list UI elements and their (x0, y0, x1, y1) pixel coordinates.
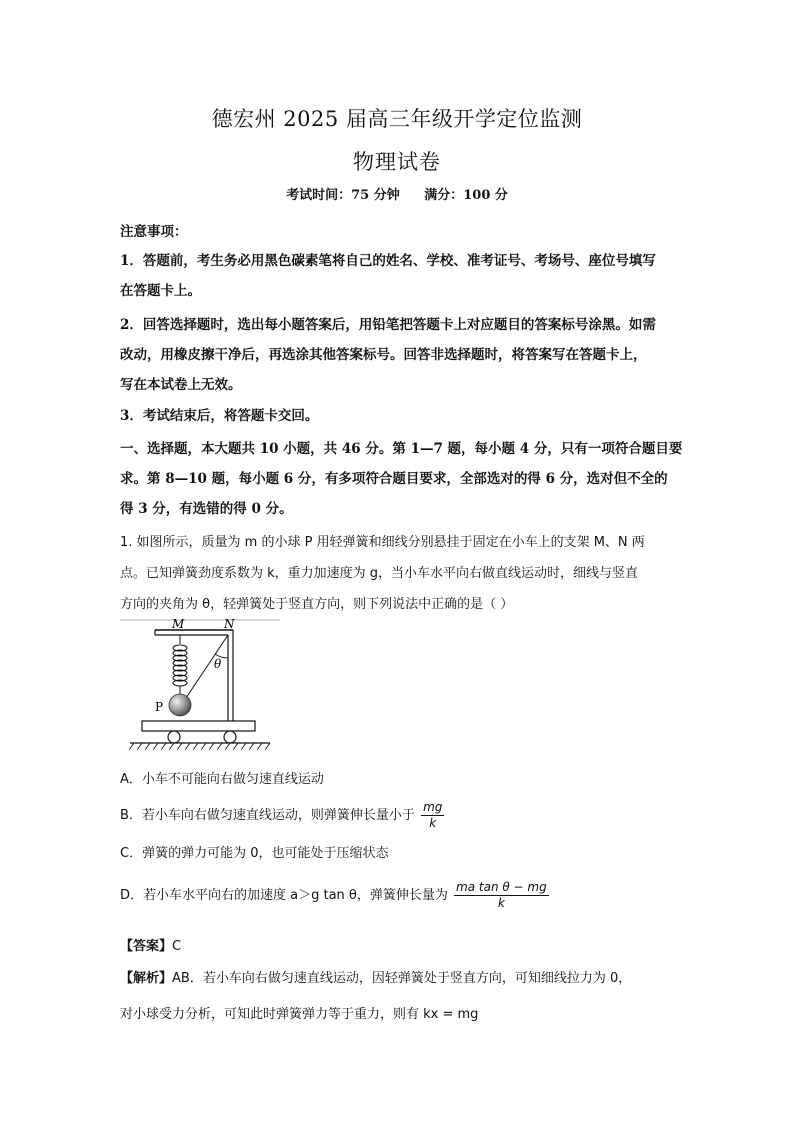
notes-line: 3．考试结束后，将答题卡交回。 (120, 408, 319, 424)
option-b-text: B．若小车向右做匀速直线运动，则弹簧伸长量小于 (120, 808, 415, 823)
section-line: 求。第 8—10 题，每小题 6 分，有多项符合题目要求，全部选对的得 6 分，选对但不全的 (120, 471, 668, 487)
notes-heading: 注意事项： (120, 224, 188, 240)
analysis-text: AB．若小车向右做匀速直线运动，因轻弹簧处于竖直方向，可知细线拉力为 0， (172, 971, 632, 986)
notes-line: 在答题卡上。 (120, 283, 201, 299)
cart-pendulum-figure (120, 618, 285, 756)
exam-subtitle: 物理试卷 (353, 150, 441, 174)
label-theta: θ (214, 657, 222, 671)
option-b (120, 800, 444, 831)
notes-line: 2．回答选择题时，选出每小题答案后，用铅笔把答题卡上对应题目的答案标号涂黑。如需 (120, 317, 656, 333)
fraction-numerator: mg (423, 800, 443, 814)
analysis-line (120, 967, 631, 986)
ball (169, 694, 191, 716)
option-c: C．弹簧的弹力可能为 0，也可能处于压缩状态 (120, 846, 389, 861)
notes-line: 1．答题前，考生务必用黑色碳素笔将自己的姓名、学校、准考证号、考场号、座位号填写 (120, 253, 656, 269)
notes-line: 改动，用橡皮擦干净后，再选涂其他答案标号。回答非选择题时，将答案写在答题卡上， (120, 347, 647, 363)
fraction-numerator: ma tan θ − mg (456, 880, 547, 894)
notes-line: 写在本试卷上无效。 (120, 377, 242, 393)
section-line: 得 3 分，有选错的得 0 分。 (120, 501, 293, 517)
spring (173, 635, 187, 694)
label-m: M (172, 618, 185, 631)
wheel (168, 731, 180, 743)
fraction-denominator: k (497, 896, 505, 910)
answer-line (120, 935, 181, 954)
option-d (120, 880, 549, 911)
section-line: 一、选择题，本大题共 10 小题，共 46 分。第 1—7 题，每小题 4 分，只有一项符合题目要 (120, 441, 683, 457)
exam-title: 德宏州 2025 届高三年级开学定位监测 (211, 107, 583, 131)
analysis-tag: 【解析】 (120, 971, 173, 986)
option-d-text: D．若小车水平向右的加速度 a＞g tan θ，弹簧伸长量为 (120, 888, 448, 903)
question-line: 方向的夹角为 θ，轻弹簧处于竖直方向，则下列说法中正确的是（ ） (120, 597, 514, 612)
fraction-denominator: k (429, 816, 437, 830)
option-a: A．小车不可能向右做匀速直线运动 (120, 772, 324, 787)
exam-time: 考试时间：75 分钟 (286, 188, 400, 203)
question-line: 1. 如图所示，质量为 m 的小球 P 用轻弹簧和细线分别悬挂于固定在小车上的支架 M、N 两 (120, 535, 645, 550)
option-b-fraction (421, 800, 444, 831)
question-line: 点。已知弹簧劲度系数为 k，重力加速度为 g，当小车水平向右做直线运动时，细线与竖直 (120, 566, 639, 581)
label-p: P (155, 700, 164, 714)
exam-score: 满分：100 分 (424, 188, 508, 203)
answer-tag: 【答案】 (120, 939, 173, 954)
option-d-fraction (454, 880, 549, 911)
wheel (224, 731, 236, 743)
analysis-line: 对小球受力分析，可知此时弹簧弹力等于重力，则有 kx = mg (120, 1007, 479, 1022)
answer-value: C (172, 939, 182, 954)
exam-meta (0, 184, 794, 203)
label-n: N (224, 618, 235, 631)
